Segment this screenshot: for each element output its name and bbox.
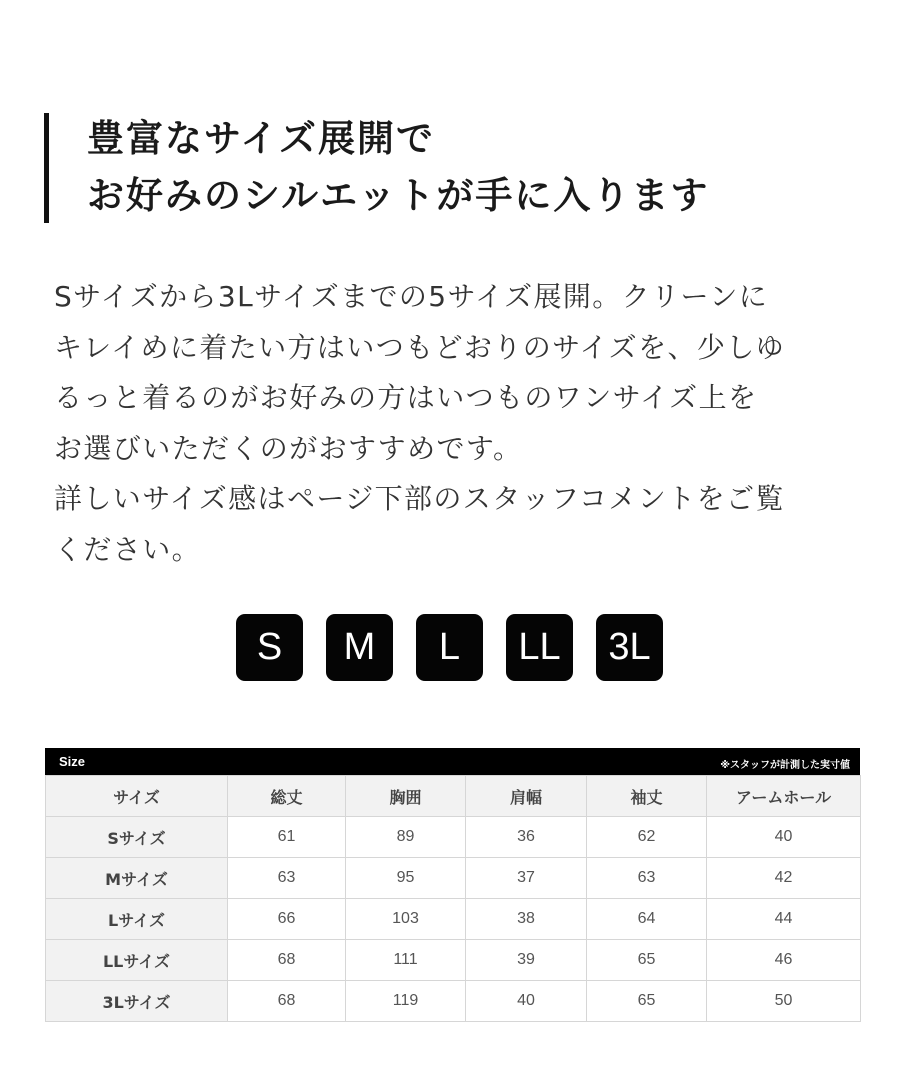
table-row bbox=[46, 981, 861, 1022]
heading-line-2: お好みのシルエットが手に入ります bbox=[87, 174, 710, 217]
table-cell: 42 bbox=[707, 858, 861, 899]
table-cell: 66 bbox=[228, 899, 346, 940]
table-cell: 119 bbox=[346, 981, 466, 1022]
table-cell: 62 bbox=[587, 817, 707, 858]
table-cell: 37 bbox=[466, 858, 587, 899]
row-label: Lサイズ bbox=[46, 899, 228, 940]
size-table-header-bar bbox=[45, 748, 860, 775]
column-header: 袖丈 bbox=[587, 776, 707, 817]
table-cell: 63 bbox=[587, 858, 707, 899]
table-cell: 64 bbox=[587, 899, 707, 940]
description-line: お選びいただくのがおすすめです。 bbox=[54, 431, 523, 465]
description-line: るっと着るのがお好みの方はいつものワンサイズ上を bbox=[54, 381, 758, 415]
table-cell: 68 bbox=[228, 940, 346, 981]
size-badge-3l: 3L bbox=[596, 614, 663, 681]
description-text bbox=[54, 272, 854, 576]
heading-accent-bar bbox=[44, 113, 49, 223]
row-label: 3Lサイズ bbox=[46, 981, 228, 1022]
table-row bbox=[46, 940, 861, 981]
column-header: 肩幅 bbox=[466, 776, 587, 817]
size-badge-list bbox=[236, 614, 666, 682]
size-table bbox=[45, 748, 860, 1022]
size-badge-m: M bbox=[326, 614, 393, 681]
table-cell: 89 bbox=[346, 817, 466, 858]
table-row bbox=[46, 899, 861, 940]
table-row bbox=[46, 817, 861, 858]
heading-line-1: 豊富なサイズ展開で bbox=[87, 117, 436, 160]
table-row bbox=[46, 858, 861, 899]
row-label: Sサイズ bbox=[46, 817, 228, 858]
description-line: ください。 bbox=[54, 532, 202, 566]
description-line: Sサイズから3Lサイズまでの5サイズ展開。クリーンに bbox=[54, 280, 769, 313]
column-header: サイズ bbox=[46, 776, 228, 817]
size-table-note: ※スタッフが計測した実寸値 bbox=[720, 760, 850, 771]
table-cell: 40 bbox=[707, 817, 861, 858]
size-table-title: Size bbox=[59, 754, 86, 769]
table-cell: 61 bbox=[228, 817, 346, 858]
column-header: 胸囲 bbox=[346, 776, 466, 817]
table-cell: 65 bbox=[587, 981, 707, 1022]
table-cell: 68 bbox=[228, 981, 346, 1022]
table-cell: 39 bbox=[466, 940, 587, 981]
table-cell: 50 bbox=[707, 981, 861, 1022]
size-table-grid bbox=[45, 775, 861, 1022]
table-cell: 36 bbox=[466, 817, 587, 858]
table-cell: 111 bbox=[346, 940, 466, 981]
row-label: LLサイズ bbox=[46, 940, 228, 981]
section-heading bbox=[44, 113, 844, 223]
table-cell: 65 bbox=[587, 940, 707, 981]
column-header: アームホール bbox=[707, 776, 861, 817]
table-header-row bbox=[46, 776, 861, 817]
table-cell: 63 bbox=[228, 858, 346, 899]
table-cell: 40 bbox=[466, 981, 587, 1022]
column-header: 総丈 bbox=[228, 776, 346, 817]
description-line: 詳しいサイズ感はページ下部のスタッフコメントをご覧 bbox=[54, 482, 785, 516]
size-badge-ll: LL bbox=[506, 614, 573, 681]
description-line: キレイめに着たい方はいつもどおりのサイズを、少しゆ bbox=[54, 330, 786, 364]
table-cell: 38 bbox=[466, 899, 587, 940]
table-cell: 44 bbox=[707, 899, 861, 940]
table-cell: 103 bbox=[346, 899, 466, 940]
table-cell: 95 bbox=[346, 858, 466, 899]
row-label: Mサイズ bbox=[46, 858, 228, 899]
size-badge-l: L bbox=[416, 614, 483, 681]
table-cell: 46 bbox=[707, 940, 861, 981]
size-badge-s: S bbox=[236, 614, 303, 681]
